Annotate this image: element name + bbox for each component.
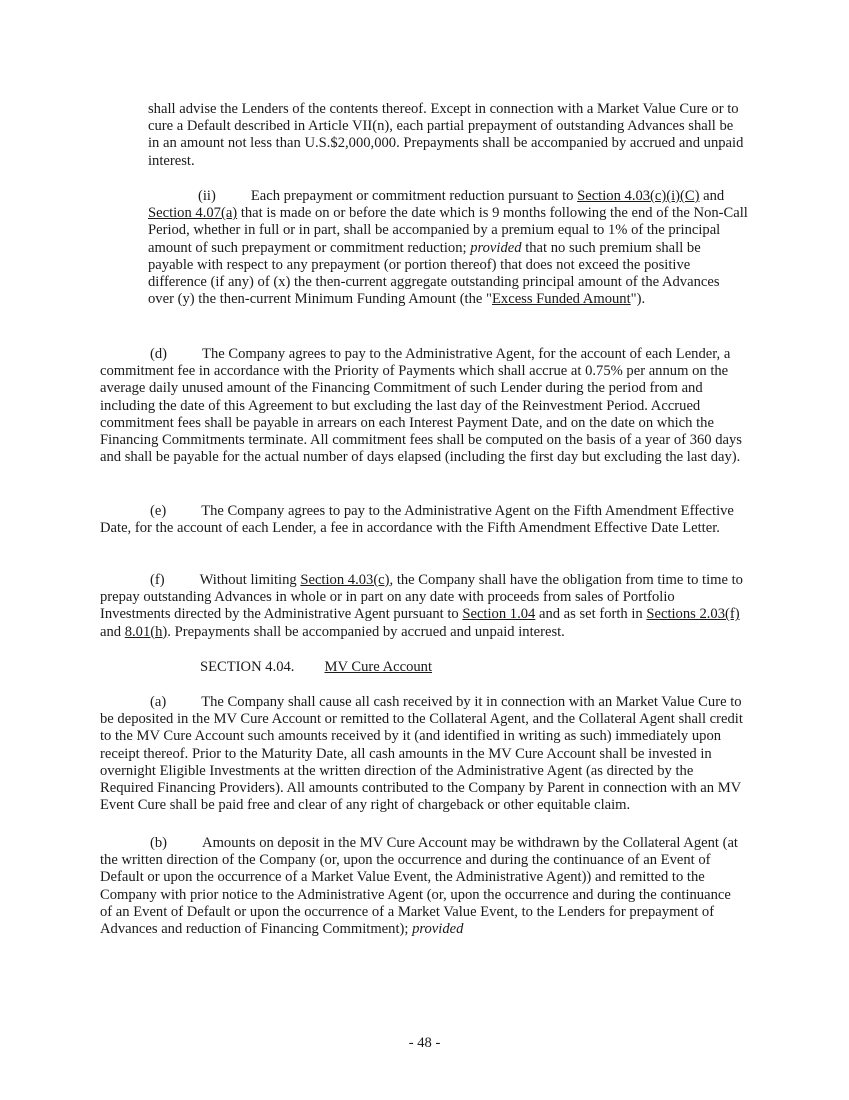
paragraph-a: [100, 694, 745, 814]
paragraph-text: The Company shall cause all cash received by it in connection with an Market Value Cure to be deposited in the MV Cure Account or remitted to the Collateral Agent, and the Collateral Agent shall credit to the MV Cure Account such amounts received by it (and identified in writing as such) immediately upon receipt thereof. Prior to the Maturity Date, all cash amounts in the MV Cure Account shall be invested in overnight Eligible Investments at the written direction of the Administrative Agent (as directed by the Required Financing Providers). All amounts contributed to the Company by Parent in connection with an MV Event Cure shall be paid free and clear of any right of chargeback or other equitable claim.: [100, 694, 743, 814]
paragraph-text: that no such premium shall be payable with respect to any prepayment (or portion thereof) that does not exceed the positive difference (if any) of (x) the then-current aggregate outstanding principal amount of the Advances over (y) the then-current Minimum Funding Amount (the ": [148, 239, 720, 308]
clause-number: (a): [150, 694, 167, 710]
section-label: SECTION 4.04.: [200, 659, 295, 675]
clause-number: (d): [150, 346, 168, 362]
paragraph-ii: [148, 188, 748, 308]
paragraph-text: The Company agrees to pay to the Administrative Agent on the Fifth Amendment Effective Date, for the account of each Lender, a fee in accordance with the Fifth Amendment Effective Date Letter.: [100, 503, 734, 537]
provided-term: provided: [412, 921, 464, 938]
paragraph-text: The Company agrees to pay to the Administrative Agent, for the account of each Lender, a commitment fee in accordance with the Priority of Payments which shall accrue at 0.75% per annum on the average daily unused amount of the Financing Commitment of such Lender during the period from and including the date of this Agreement to but excluding the last day of the Reinvestment Period. Accrued commitment fees shall be payable in arrears on each Interest Payment Date, and on the date on which the Financing Commitments terminate. All commitment fees shall be computed on the basis of a year of 360 days and shall be payable for the actual number of days elapsed (including the first day but excluding the last day).: [100, 346, 742, 466]
paragraph-text: and: [100, 623, 125, 640]
paragraph-text: and: [699, 188, 725, 204]
paragraph-text: shall advise the Lenders of the contents thereof. Except in connection with a Market Value Cure or to cure a Default described in Article VII(n), each partial prepayment of outstanding Advances shall be in an amount not less than U.S.$2,000,000. Prepayments shall be accompanied by accrued and unpaid interest.: [148, 101, 744, 169]
clause-number: (b): [150, 835, 168, 851]
section-title: MV Cure Account: [324, 659, 433, 675]
provided-term: provided: [470, 239, 522, 256]
paragraph-text: . Prepayments shall be accompanied by accrued and unpaid interest.: [167, 623, 565, 640]
paragraph-continuation: [148, 101, 748, 170]
defined-term: Excess Funded Amount: [492, 291, 631, 308]
paragraph-f: [100, 572, 745, 641]
section-reference: Sections 2.03(f): [646, 606, 740, 623]
paragraph-b: [100, 835, 745, 938]
paragraph-text: , the Company shall have the obligation from time to time to prepay outstanding Advances in whole or in part on any date with proceeds from sales of Portfolio Investments directed by the Administrative Agent pursuant to: [100, 572, 743, 623]
section-reference: 8.01(h): [124, 623, 168, 640]
paragraph-text: Without limiting: [199, 572, 301, 588]
section-heading: [200, 659, 740, 676]
clause-number: (ii): [198, 188, 216, 204]
clause-number: (e): [150, 503, 167, 519]
paragraph-text: ").: [630, 291, 646, 308]
paragraph-text: Amounts on deposit in the MV Cure Account may be withdrawn by the Collateral Agent (at the written direction of the Company (or, upon the occurrence and during the continuance of an Event of Default or upon the occurrence of a Market Value Event, the Administrative Agent)) and remitted to the Company with prior notice to the Administrative Agent (or, upon the occurrence and during the continuance of an Event of Default or upon the occurrence of a Market Value Event, to the Lenders for prepayment of Advances and reduction of Financing Commitment);: [100, 835, 738, 938]
section-reference: Section 4.03(c): [300, 572, 390, 588]
page-number: - 48 -: [408, 1035, 441, 1051]
paragraph-text: that is made on or before the date which is 9 months following the end of the Non-Call Period, whether in full or in part, shall be accompanied by a premium equal to 1% of the principal amount of such prepayment or commitment reduction;: [148, 205, 748, 256]
clause-number: (f): [150, 572, 165, 588]
paragraph-text: Each prepayment or commitment reduction pursuant to: [250, 188, 578, 204]
section-reference: Section 4.03(c)(i)(C): [577, 188, 700, 204]
section-reference: Section 4.07(a): [148, 205, 238, 222]
section-reference: Section 1.04: [462, 606, 536, 623]
paragraph-text: and as set forth in: [535, 606, 647, 623]
paragraph-e: [100, 503, 745, 537]
paragraph-d: [100, 346, 745, 466]
